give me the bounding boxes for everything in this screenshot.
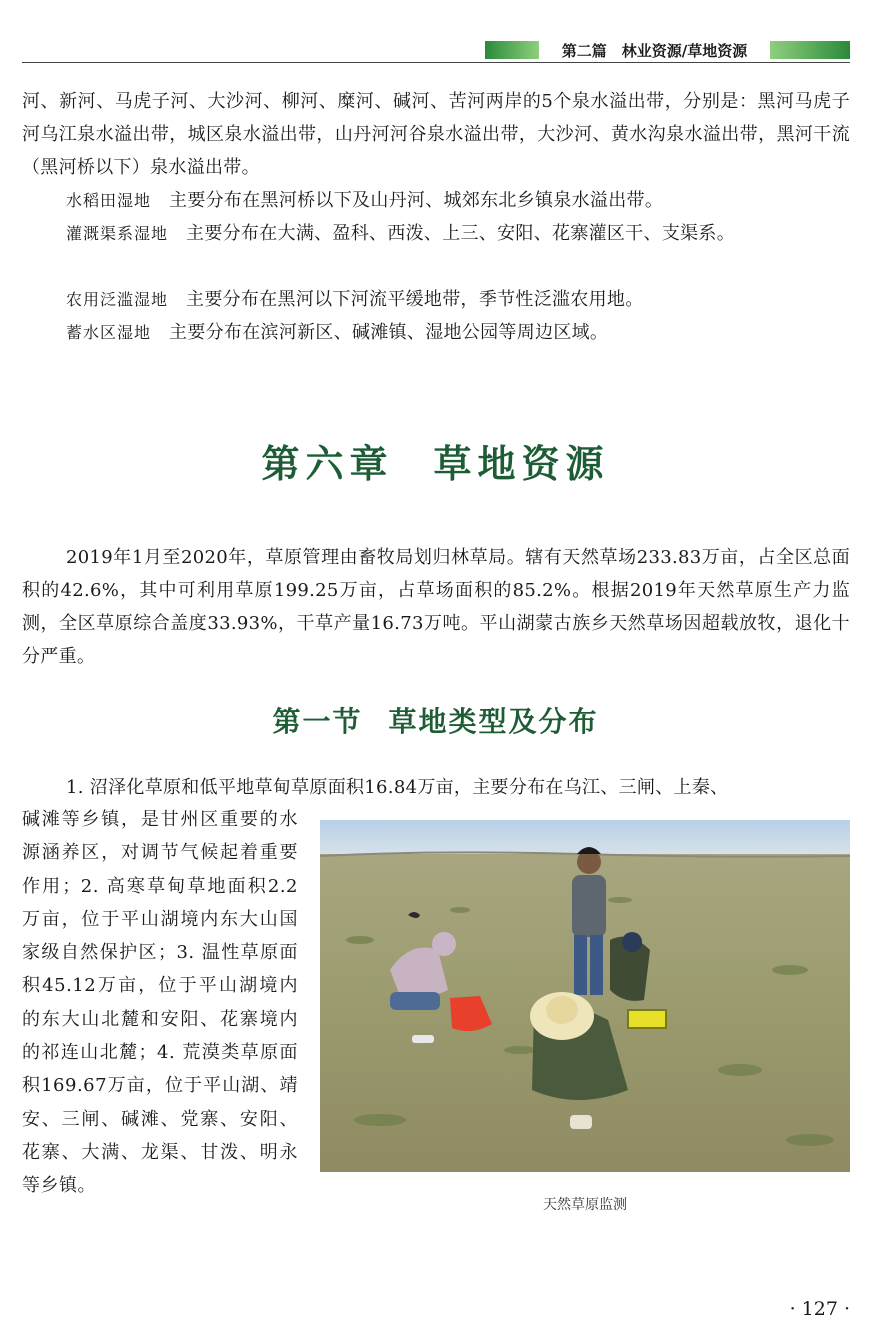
wetland-item [22,283,850,316]
wetland-desc: 主要分布在黑河以下河流平缓地带，季节性泛滥农用地。 [186,289,644,310]
wetland-item [22,316,850,349]
wetland-desc: 主要分布在黑河桥以下及山丹河、城郊东北乡镇泉水溢出带。 [169,190,664,211]
section-number: 第一节 [272,705,363,738]
section-side-text: 碱滩等乡镇，是甘州区重要的水源涵养区，对调节气候起着重要作用；2. 高寒草甸草地面积2.2万亩，位于平山湖境内东大山国家级自然保护区；3. 温性草原面积45.12万亩，位于平山湖境内的东大山北麓和安阳、花寨境内的祁连山北麓；4. 荒漠类草原面积169.67万亩，位于平山湖、靖安、三闸、碱滩、党寨、安阳、花寨、大满、龙渠、甘泼、明永等乡镇。 [22,809,298,1197]
wetland-desc: 主要分布在滨河新区、碱滩镇、湿地公园等周边区域。 [169,322,609,343]
header-bar-right [770,41,850,59]
section-name: 草地类型及分布 [388,705,599,738]
intro-paragraph: 河、新河、马虎子河、大沙河、柳河、糜河、碱河、苦河两岸的5个泉水溢出带，分别是：黑河马虎子河乌江泉水溢出带，城区泉水溢出带，山丹河河谷泉水溢出带，大沙河、黄水沟泉水溢出带，黑河干流（黑河桥以下）泉水溢出带。 [22,91,850,178]
page-number: · 127 · [789,1298,850,1320]
wetland-term: 灌溉渠系湿地 [66,224,169,243]
wetland-term: 蓄水区湿地 [66,323,152,342]
chapter-number: 第六章 [261,442,394,486]
section-first-line: 1. 沼泽化草原和低平地草甸草原面积16.84万亩，主要分布在乌江、三闸、上秦、 [66,777,729,798]
wetland-desc: 主要分布在大满、盈科、西泼、上三、安阳、花寨灌区干、支渠系。 [186,223,736,244]
photo-caption: 天然草原监测 [543,1197,627,1213]
header-rule [22,62,850,63]
chapter-intro-paragraph: 2019年1月至2020年，草原管理由畜牧局划归林草局。辖有天然草场233.83万亩，占全区总面积的42.6%，其中可利用草原199.25万亩，占草场面积的85.2%。根据2019年天然草原生产力监测，全区草原综合盖度33.93%，干草产量16.73万吨。平山湖蒙古族乡天然草场因超载放牧，退化十分严重。 [22,547,850,667]
chapter-title [0,433,871,488]
section-title [0,700,871,740]
chapter-name: 草地资源 [433,442,610,486]
wetland-term: 农用泛滥湿地 [66,290,169,309]
photo-illustration [320,820,850,1172]
running-header [485,40,850,60]
running-title: 第二篇 林业资源/草地资源 [561,41,748,60]
header-bar-left [485,41,539,59]
wetland-item [22,184,850,217]
wetland-term: 水稻田湿地 [66,191,152,210]
wetland-item [22,217,850,250]
grassland-monitoring-photo [320,820,850,1172]
